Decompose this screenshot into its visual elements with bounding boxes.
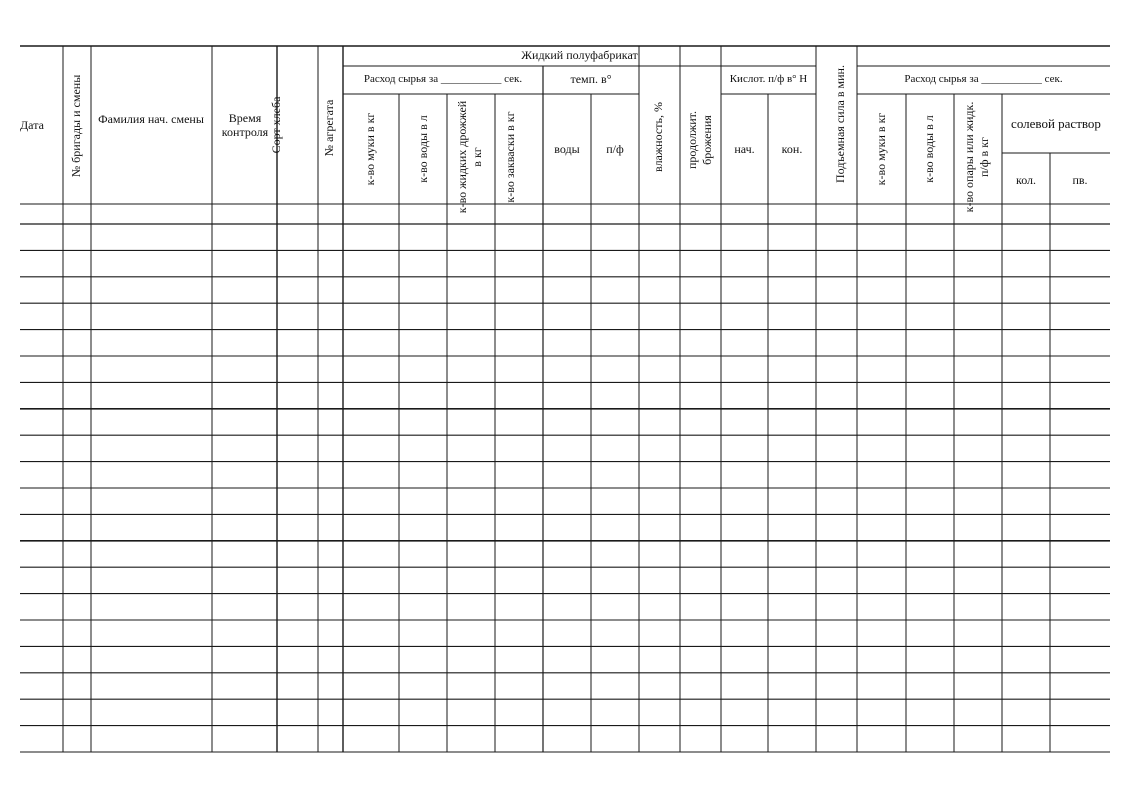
header-salt-solution: солевой раствор <box>1011 116 1101 131</box>
header-liquid-semi: Жидкий полуфабрикат <box>521 48 638 62</box>
header-water-l: к-во воды в л <box>416 115 430 183</box>
header-acidity: Кислот. п/ф в° Н <box>729 73 808 85</box>
header-bread-sort: Сорт хлеба <box>269 96 283 154</box>
header-water-l-2: к-во воды в л <box>922 115 936 183</box>
header-flour-kg-2: к-во муки в кг <box>874 112 888 186</box>
header-salt-density: пв. <box>1072 173 1088 187</box>
header-control-time: Время контроля <box>221 111 269 139</box>
header-consumption-right: Расход сырья за ___________ сек. <box>904 73 1063 85</box>
header-temp-water: воды <box>554 142 580 156</box>
header-consumption-left: Расход сырья за ___________ сек. <box>363 73 523 85</box>
header-lift-force: Подъемная сила в мин. <box>833 65 847 183</box>
header-temp: темп. в° <box>570 72 612 86</box>
header-flour-kg: к-во муки в кг <box>363 112 377 186</box>
header-liquid-yeast: к-во жидких дрожжей в кг <box>455 100 484 214</box>
header-surname: Фамилия нач. смены <box>98 112 204 126</box>
header-brigade: № бригады и смены <box>69 74 83 178</box>
header-date: Дата <box>20 118 44 132</box>
header-salt-qty: кол. <box>1015 173 1037 187</box>
header-acid-end: кон. <box>781 142 803 156</box>
header-temp-pf: п/ф <box>606 142 624 156</box>
header-starter: к-во закваски в кг <box>503 111 517 203</box>
header-duration: продолжит. брожения <box>685 110 714 170</box>
header-aggregate: № агрегата <box>322 99 336 157</box>
header-humidity: влажность, % <box>651 102 665 172</box>
header-sponge: к-во опары или жидк. п/ф в кг <box>962 101 991 213</box>
header-acid-start: нач. <box>734 142 755 156</box>
